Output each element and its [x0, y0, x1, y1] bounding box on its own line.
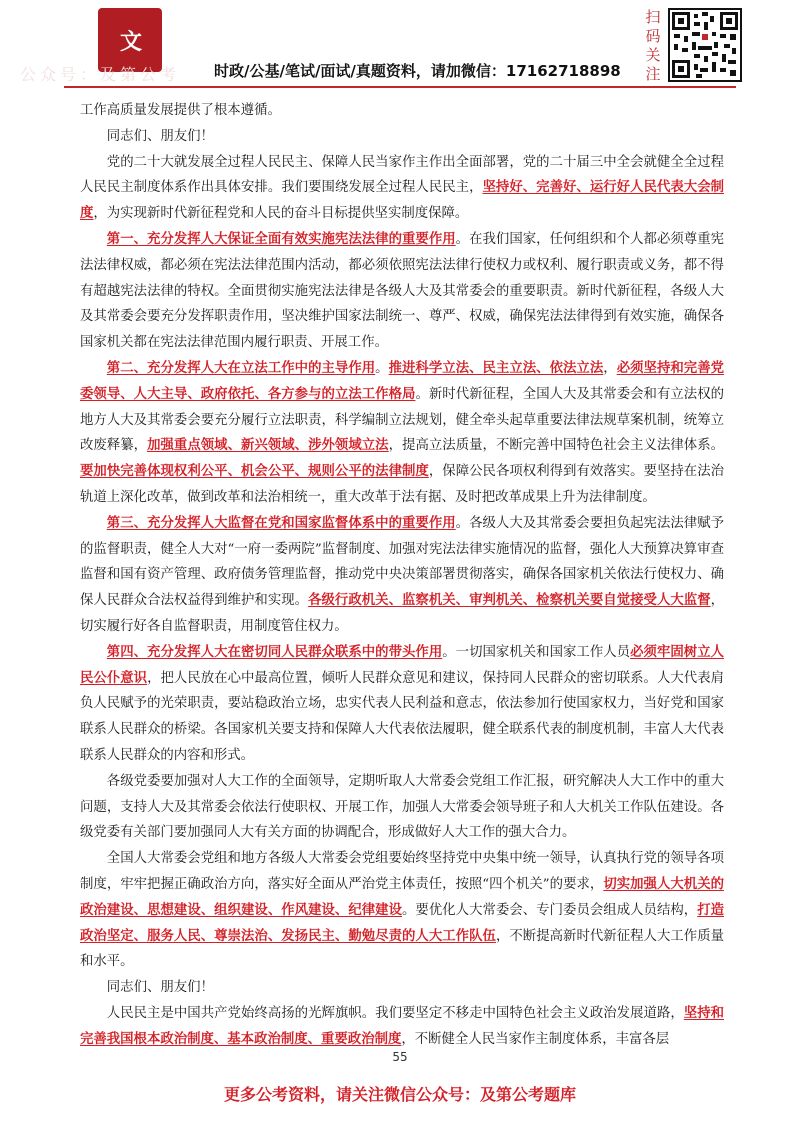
text-run: 同志们、朋友们！ — [106, 980, 214, 996]
text-run: 。各级人大及其常委会要担负起宪法法律赋予的监督职责，健全人大对“一府一委两院”监督制度、加强对宪法法律实施情况的监督，强化人大预算决算审查监督和国有资产管理、政府债务管理监督，推动党中央决策部署贯彻落实，确保各国家机关依法行使权力、确保人民群众合法权益得到维护和实现。 — [80, 515, 725, 609]
highlighted-phrase: 必须牢固树立人民公仆意识 — [80, 643, 725, 686]
page-number: 55 — [392, 1050, 408, 1064]
text-run: ，把人民放在心中最高位置，倾听人民群众意见和建议，保持同人民群众的密切联系。人大代表肩负人民赋予的光荣职责，要站稳政治立场，忠实代表人民利益和意志，依法参加行使国家权力，当好党和国家联系人民群众的桥梁。各国家机关要支持和保障人大代表依法履职，健全联系代表的制度机制，丰富人大代表联系人民群众的内容和形式。 — [80, 670, 725, 763]
logo-glyph: 文 — [119, 28, 140, 55]
paragraph — [80, 975, 724, 1001]
highlighted-phrase: 要加快完善体现权利公平、机会公平、规则公平的法律制度 — [80, 463, 429, 480]
text-run: 人民民主是中国共产党始终高扬的光辉旗帜。我们要坚定不移走中国特色社会主义政治发展道路， — [106, 1005, 684, 1021]
paragraph — [80, 1001, 724, 1053]
text-run: 各级党委要加强对人大工作的全面领导，定期听取人大常委会党组工作汇报，研究解决人大工作中的重大问题，支持人大及其常委会依法行使职权、开展工作，加强人大常委会领导班子和人大机关工作队伍建设。各级党委有关部门要加强同人大有关方面的协调配合，形成做好人大工作的强大合力。 — [80, 773, 724, 841]
paragraph — [80, 846, 724, 975]
footer-banner: 更多公考资料，请关注微信公众号：及第公考题库 — [223, 1085, 576, 1104]
text-run: ，保障公民各项权利得到有效落实。要坚持在法治轨道上深化改革，做到改革和法治相统一，重大改革于法有据、及时把改革成果上升为法律制度。 — [80, 464, 725, 505]
highlighted-phrase: 推进科学立法、民主立法、依法立法 — [388, 359, 604, 376]
header-divider — [64, 86, 736, 88]
paragraph — [80, 640, 724, 769]
paragraph — [80, 124, 724, 150]
qr-code-icon[interactable] — [668, 8, 742, 82]
text-run: 。要优化人大常委会、专门委员会组成人员结构， — [402, 902, 698, 918]
text-run: 。在我们国家，任何组织和个人都必须尊重宪法法律权威，都必须在宪法法律范围内活动，都必须依照宪法法律行使权力或权利、履行职责或义务，都不得有超越宪法法律的特权。全面贯彻实施宪法法律是各级人大及其常委会的重要职责。新时代新征程，各级人大及其常委会要充分发挥职责作用，坚决维护国家法制统一、尊严、权威，确保宪法法律得到有效实施，确保各国家机关都在宪法法律范围内履行职责、开展工作。 — [80, 231, 725, 351]
text-run: 。新时代新征程，全国人大及其常委会和有立法权的地方人大及其常委会要充分履行立法职责，科学编制立法规划，健全牵头起草重要法律法规草案机制，统筹立改废释纂， — [80, 386, 725, 454]
highlighted-phrase: 第四、充分发挥人大在密切同人民群众联系中的带头作用 — [106, 643, 443, 660]
paragraph — [80, 227, 724, 356]
paragraph — [80, 769, 724, 846]
text-run: 。 — [375, 360, 389, 376]
highlighted-phrase: 第三、充分发挥人大监督在党和国家监督体系中的重要作用 — [106, 514, 456, 531]
highlighted-phrase: 坚持好、完善好、运行好人民代表大会制度 — [80, 179, 724, 222]
text-run: 全国人大常委会党组和地方各级人大常委会党组要始终坚持党中央集中统一领导，认真执行党的领导各项制度，牢牢把握正确政治方向，落实好全面从严治党主体责任，按照“四个机关”的要求， — [80, 851, 724, 892]
highlighted-phrase: 切实加强人大机关的政治建设、思想建设、组织建设、作风建设、纪律建设 — [80, 875, 724, 918]
document-body — [80, 98, 724, 1052]
highlighted-phrase: 打造政治坚定、服务人民、尊崇法治、发扬民主、勤勉尽责的人大工作队伍 — [80, 901, 725, 944]
highlighted-phrase: 第二、充分发挥人大在立法工作中的主导作用 — [106, 359, 376, 376]
watermark-text: 公众号：及第公考 — [20, 65, 181, 84]
paragraph — [80, 150, 724, 227]
text-run: 。一切国家机关和国家工作人员 — [442, 644, 631, 660]
highlighted-phrase: 加强重点领域、新兴领域、涉外领域立法 — [147, 437, 389, 454]
text-run: ，为实现新时代新征程党和人民的奋斗目标提供坚实制度保障。 — [93, 206, 469, 222]
text-run: 同志们、朋友们！ — [106, 128, 214, 144]
paragraph — [80, 98, 724, 124]
page-header — [0, 0, 800, 92]
text-run: ，切实履行好各自监督职责，用制度管住权力。 — [80, 593, 724, 634]
contact-banner: 时政/公基/笔试/面试/真题资料，请加微信：17162718898 — [214, 62, 621, 80]
paragraph — [80, 356, 724, 511]
text-run: ， — [603, 360, 617, 376]
scan-follow-label: 扫码关注 — [645, 8, 661, 83]
paragraph — [80, 511, 724, 640]
text-run: 党的二十大就发展全过程人民民主、保障人民当家作主作出全面部署，党的二十届三中全会就健全全过程人民民主制度体系作出具体安排。我们要围绕发展全过程人民民主， — [80, 154, 724, 196]
text-run: ，提高立法质量，不断完善中国特色社会主义法律体系。 — [388, 438, 725, 454]
text-run: ，不断提高新时代新征程人大工作质量和水平。 — [80, 928, 725, 970]
text-run: 工作高质量发展提供了根本遵循。 — [80, 103, 281, 118]
highlighted-phrase: 必须坚持和完善党委领导、人大主导、政府依托、各方参与的立法工作格局 — [80, 359, 725, 402]
text-run: ，不断健全人民当家作主制度体系，丰富各层 — [401, 1031, 670, 1047]
highlighted-phrase: 坚持和完善我国根本政治制度、基本政治制度、重要政治制度 — [80, 1004, 725, 1047]
highlighted-phrase: 各级行政机关、监察机关、审判机关、检察机关要自觉接受人大监督 — [308, 592, 711, 609]
highlighted-phrase: 第一、充分发挥人大保证全面有效实施宪法法律的重要作用 — [106, 230, 456, 247]
